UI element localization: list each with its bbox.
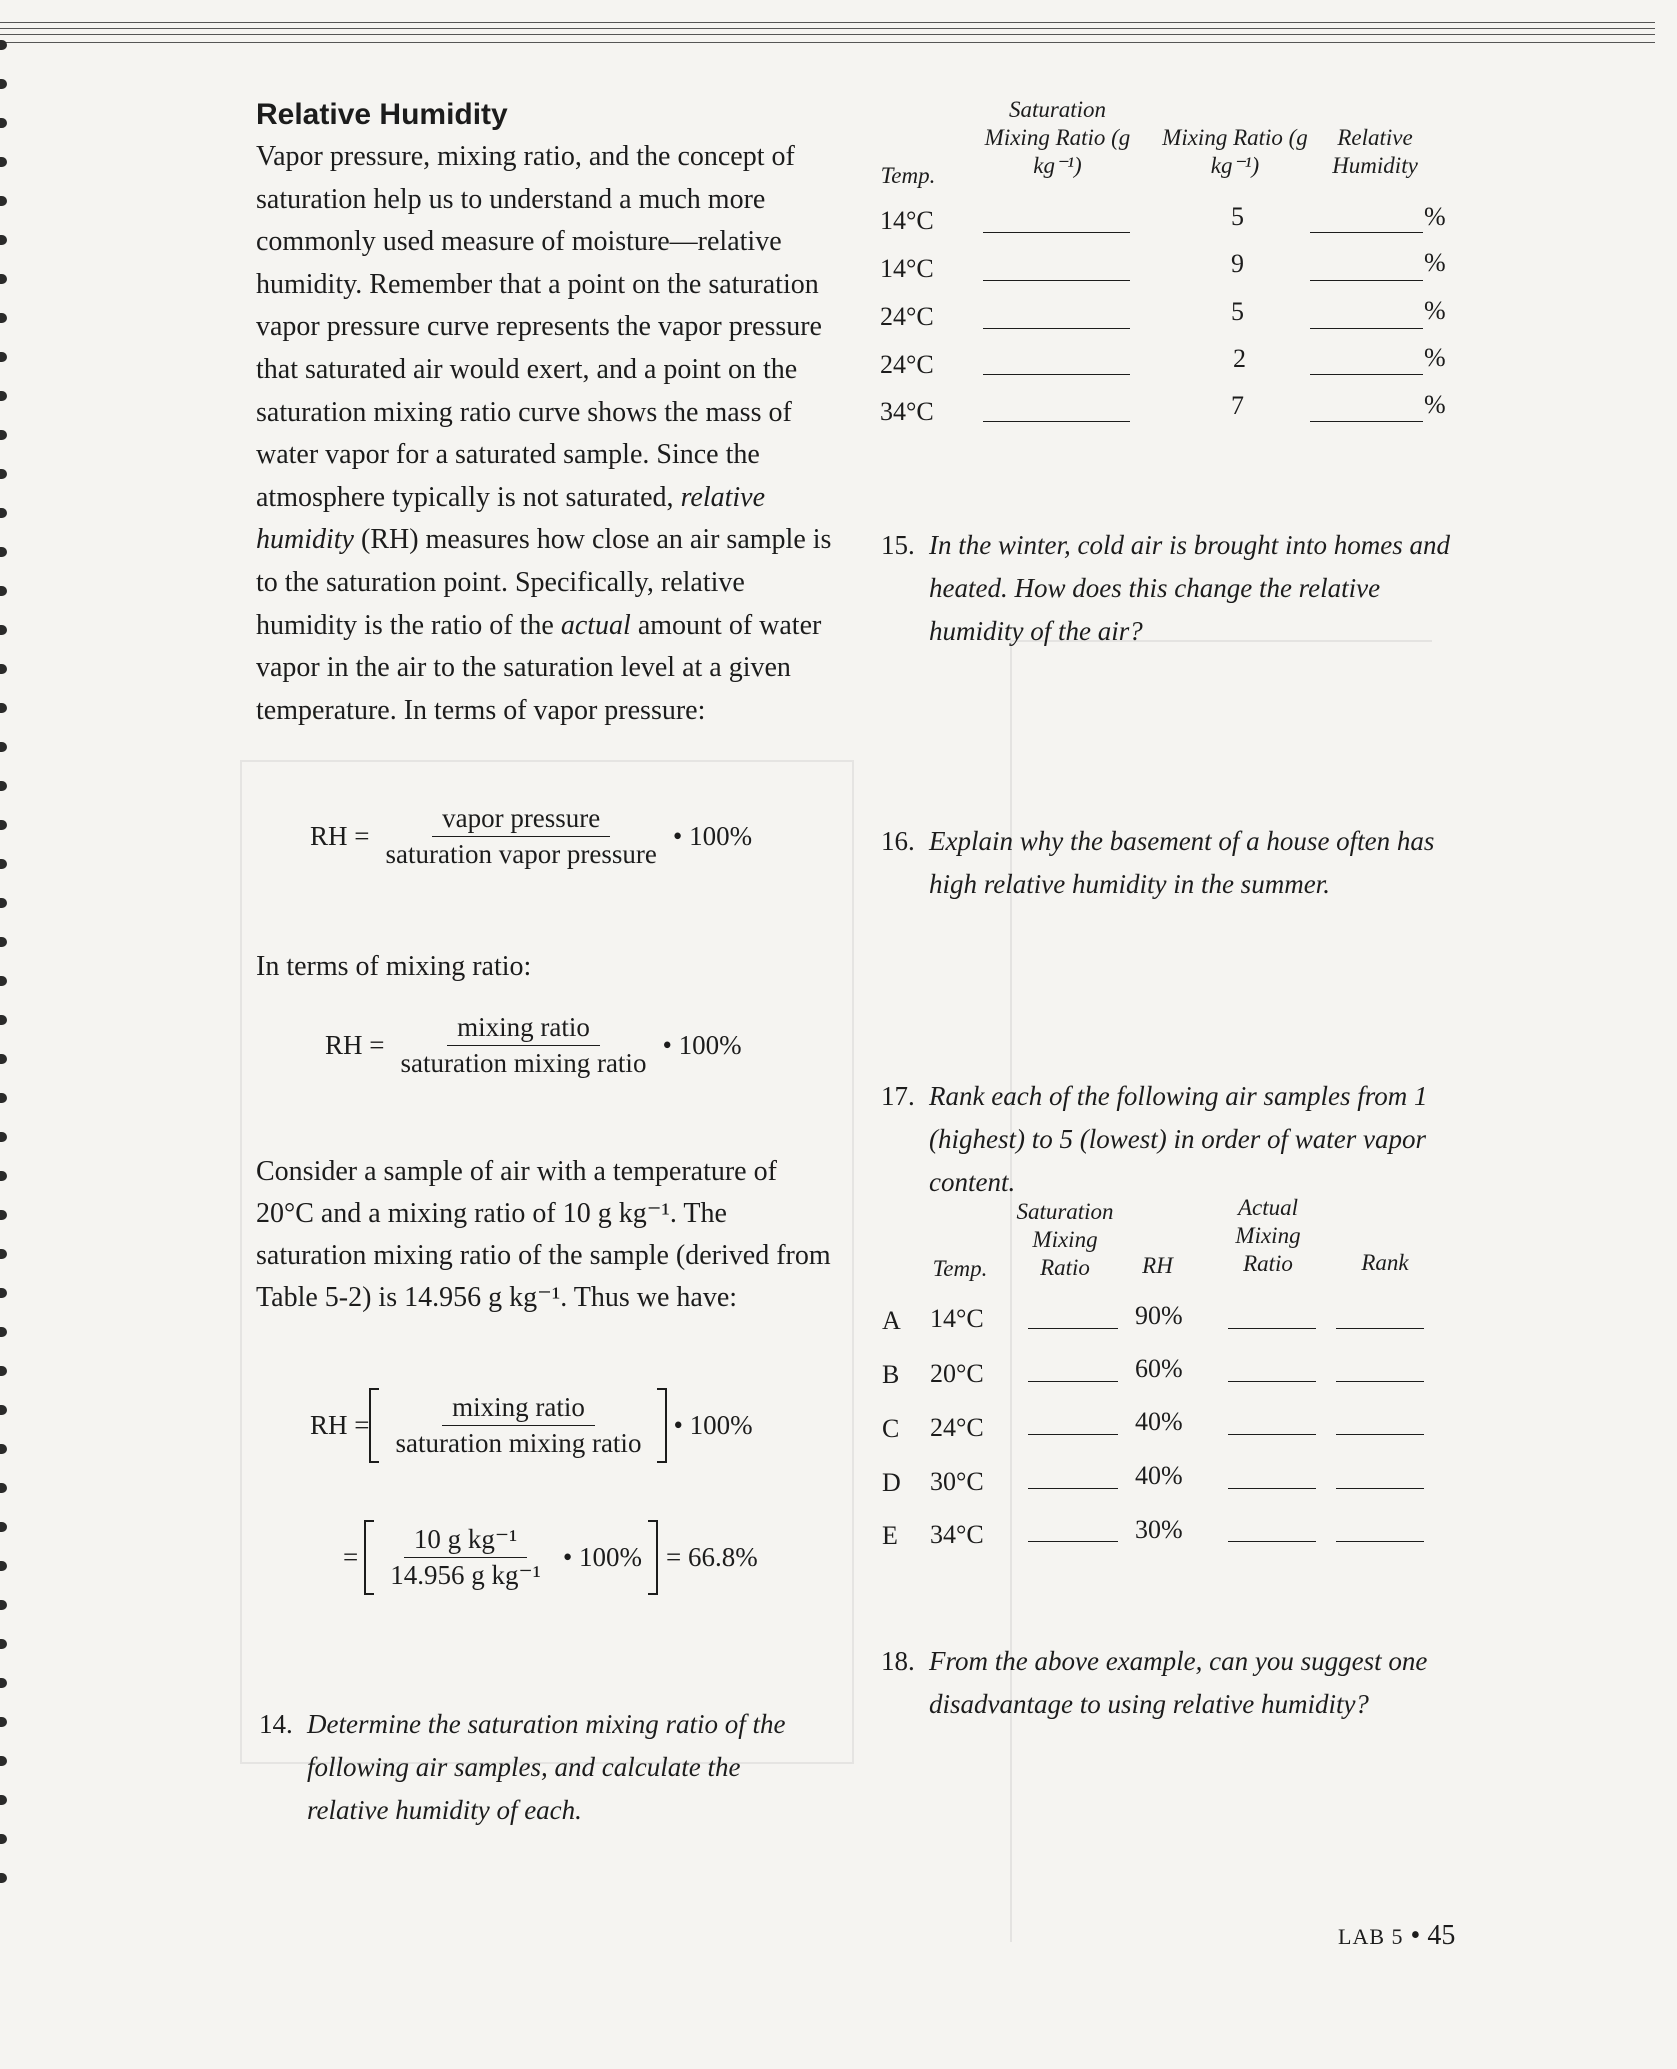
footer-separator: •: [1410, 1920, 1421, 1951]
table17-header-actual: Actual Mixing Ratio: [1235, 1195, 1301, 1276]
table14-mix: 2: [1233, 344, 1246, 373]
spiral-ring: [0, 40, 7, 50]
table14-pct: %: [1424, 343, 1446, 372]
question-16: 16. Explain why the basement of a house often has high relative humidity in the summer.: [881, 826, 1435, 899]
table14-pct: %: [1424, 296, 1446, 325]
spiral-ring: [0, 703, 7, 713]
intro-paragraph: Vapor pressure, mixing ratio, and the concept of saturation help us to understand a much more commonly used measure of moisture—relative humidity. Remember that a point on the saturation vapor pressure curve represents the vapor pressure that saturated air would exert, and a point on the saturation mixing ratio curve shows the mass of water vapor for a saturated sample. Since the atmosphere typically is not saturated, relative humidity (RH) measures how close an air sample is to the saturation point. Specifically, relative humidity is the ratio of the actual amount of water vapor in the air to the saturation level at a given temperature. In terms of vapor pressure:: [256, 141, 832, 726]
spiral-ring: [0, 976, 7, 986]
table17-sat-blank[interactable]: [1028, 1541, 1118, 1542]
spiral-ring: [0, 1132, 7, 1142]
table14-mix: 5: [1231, 202, 1244, 231]
table17-rank-blank[interactable]: [1336, 1541, 1424, 1542]
table14-header-saturation: Saturation Mixing Ratio (g kg⁻¹): [984, 97, 1131, 178]
spiral-ring: [0, 1600, 7, 1610]
spiral-ring: [0, 781, 7, 791]
spiral-ring: [0, 937, 7, 947]
table14-temp: 24°C: [880, 350, 934, 379]
table17-row-id: A: [882, 1306, 901, 1335]
spiral-ring: [0, 352, 7, 362]
table14-sat-blank[interactable]: [983, 328, 1130, 329]
table17-temp: 14°C: [930, 1304, 984, 1333]
spiral-ring: [0, 1405, 7, 1415]
section-title: Relative Humidity: [256, 98, 508, 131]
table14-header-mixing: Mixing Ratio (g kg⁻¹): [1162, 125, 1308, 178]
table17-rank-blank[interactable]: [1336, 1434, 1424, 1435]
spiral-ring: [0, 1756, 7, 1766]
term-actual: actual: [560, 609, 631, 641]
table14-sat-blank[interactable]: [983, 232, 1130, 233]
footer-lab: LAB 5: [1338, 1924, 1404, 1949]
table17-temp: 20°C: [930, 1359, 984, 1388]
spiral-ring: [0, 157, 7, 167]
page-top-rules: [0, 22, 1655, 52]
table17-row-id: D: [882, 1468, 901, 1497]
table17-temp: 24°C: [930, 1413, 984, 1442]
spiral-ring: [0, 1249, 7, 1259]
table17-temp: 30°C: [930, 1467, 984, 1496]
table17-rh: 90%: [1135, 1301, 1183, 1330]
spiral-ring: [0, 118, 7, 128]
spiral-ring: [0, 235, 7, 245]
table17-rh: 40%: [1135, 1407, 1183, 1436]
table14-rh-blank[interactable]: [1310, 328, 1423, 329]
question-14: 14. Determine the saturation mixing ratio of the following air samples, and calculate the relative humidity of each.: [259, 1709, 786, 1825]
equation-vapor-pressure: RH = $\frac{\text{vapor pressure}}{\text{saturation vapor pressure}}$ • 100%: [310, 803, 753, 869]
spiral-ring: [0, 1561, 7, 1571]
spiral-binding: [0, 40, 10, 1920]
spiral-ring: [0, 1171, 7, 1181]
table14-pct: %: [1424, 390, 1446, 419]
spiral-ring: [0, 274, 7, 284]
table14-rh-blank[interactable]: [1310, 421, 1423, 422]
table17-header-saturation: Saturation Mixing Ratio: [1016, 1199, 1114, 1280]
page-footer: [1338, 1920, 1455, 1952]
spiral-ring: [0, 508, 7, 518]
table17-actual-blank[interactable]: [1228, 1381, 1316, 1382]
table14-sat-blank[interactable]: [983, 374, 1130, 375]
table17-row-id: B: [882, 1360, 900, 1389]
table17-sat-blank[interactable]: [1028, 1381, 1118, 1382]
table17-temp: 34°C: [930, 1520, 984, 1549]
table14-rh-blank[interactable]: [1310, 232, 1423, 233]
spiral-ring: [0, 1288, 7, 1298]
table14-pct: %: [1424, 248, 1446, 277]
spiral-ring: [0, 1015, 7, 1025]
table17-row-id: C: [882, 1414, 900, 1443]
table14-sat-blank[interactable]: [983, 280, 1130, 281]
table14-temp: 34°C: [880, 397, 934, 426]
spiral-ring: [0, 391, 7, 401]
table14-temp: 14°C: [880, 254, 934, 283]
table14-header-temp: Temp.: [880, 163, 936, 188]
table14-mix: 5: [1231, 297, 1244, 326]
equation-result: = $\frac{\text{10 g kg⁻¹}}{\text{14.956 g kg⁻¹}}$ • 100% = 66.8%: [343, 1520, 758, 1595]
table17-header-rank: Rank: [1361, 1250, 1409, 1275]
table14-temp: 14°C: [880, 206, 934, 235]
spiral-ring: [0, 898, 7, 908]
table17-sat-blank[interactable]: [1028, 1328, 1118, 1329]
spiral-ring: [0, 79, 7, 89]
spiral-ring: [0, 1834, 7, 1844]
spiral-ring: [0, 664, 7, 674]
mixing-ratio-intro: In terms of mixing ratio:: [256, 951, 532, 982]
table17-actual-blank[interactable]: [1228, 1434, 1316, 1435]
spiral-ring: [0, 1873, 7, 1883]
question-17: 17. Rank each of the following air samples from 1 (highest) to 5 (lowest) in order of water vapor content.: [881, 1081, 1428, 1197]
spiral-ring: [0, 859, 7, 869]
spiral-ring: [0, 742, 7, 752]
table17-actual-blank[interactable]: [1228, 1328, 1316, 1329]
table17-actual-blank[interactable]: [1228, 1541, 1316, 1542]
spiral-ring: [0, 1210, 7, 1220]
table14-mix: 9: [1231, 249, 1244, 278]
spiral-ring: [0, 1717, 7, 1727]
table17-rh: 30%: [1135, 1515, 1183, 1544]
spiral-ring: [0, 1678, 7, 1688]
table17-rank-blank[interactable]: [1336, 1328, 1424, 1329]
equation-example: RH = $\frac{\text{mixing ratio}}{\text{saturation mixing ratio}}$ • 100%: [310, 1388, 759, 1463]
table17-rh: 60%: [1135, 1354, 1183, 1383]
table14-pct: %: [1424, 202, 1446, 231]
table17-sat-blank[interactable]: [1028, 1488, 1118, 1489]
spiral-ring: [0, 1366, 7, 1376]
table14-rh-blank[interactable]: [1310, 280, 1423, 281]
table14-temp: 24°C: [880, 302, 934, 331]
spiral-ring: [0, 820, 7, 830]
table17-header-rh: RH: [1142, 1253, 1173, 1278]
table17-sat-blank[interactable]: [1028, 1434, 1118, 1435]
spiral-ring: [0, 625, 7, 635]
spiral-ring: [0, 1639, 7, 1649]
spiral-ring: [0, 1483, 7, 1493]
spiral-ring: [0, 1054, 7, 1064]
spiral-ring: [0, 1795, 7, 1805]
table17-rank-blank[interactable]: [1336, 1488, 1424, 1489]
table17-rh: 40%: [1135, 1461, 1183, 1490]
spiral-ring: [0, 586, 7, 596]
spiral-ring: [0, 313, 7, 323]
term-relative-humidity: relative humidity: [256, 481, 766, 556]
spiral-ring: [0, 1444, 7, 1454]
question-15: 15. In the winter, cold air is brought into homes and heated. How does this change the relative humidity of the air?: [881, 530, 1450, 646]
spiral-ring: [0, 1327, 7, 1337]
question-18: 18. From the above example, can you suggest one disadvantage to using relative humidity?: [881, 1646, 1428, 1719]
table17-header-temp: Temp.: [932, 1256, 988, 1281]
spiral-ring: [0, 547, 7, 557]
table17-actual-blank[interactable]: [1228, 1488, 1316, 1489]
table14-rh-blank[interactable]: [1310, 374, 1423, 375]
equation-mixing-ratio: RH = $\frac{\text{mixing ratio}}{\text{saturation mixing ratio}}$ • 100%: [325, 1012, 742, 1078]
spiral-ring: [0, 1093, 7, 1103]
table14-mix: 7: [1231, 391, 1244, 420]
example-paragraph: Consider a sample of air with a temperature of 20°C and a mixing ratio of 10 g kg⁻¹. The saturation mixing ratio of the sample (derived from Table 5-2) is 14.956 g kg⁻¹. Thus we have:: [256, 1156, 831, 1313]
table17-rank-blank[interactable]: [1336, 1381, 1424, 1382]
table14-sat-blank[interactable]: [983, 421, 1130, 422]
spiral-ring: [0, 430, 7, 440]
table17-row-id: E: [882, 1521, 898, 1550]
spiral-ring: [0, 469, 7, 479]
table14-header-rh: Relative Humidity: [1332, 125, 1418, 178]
spiral-ring: [0, 196, 7, 206]
page-number: 45: [1427, 1920, 1456, 1951]
spiral-ring: [0, 1522, 7, 1532]
